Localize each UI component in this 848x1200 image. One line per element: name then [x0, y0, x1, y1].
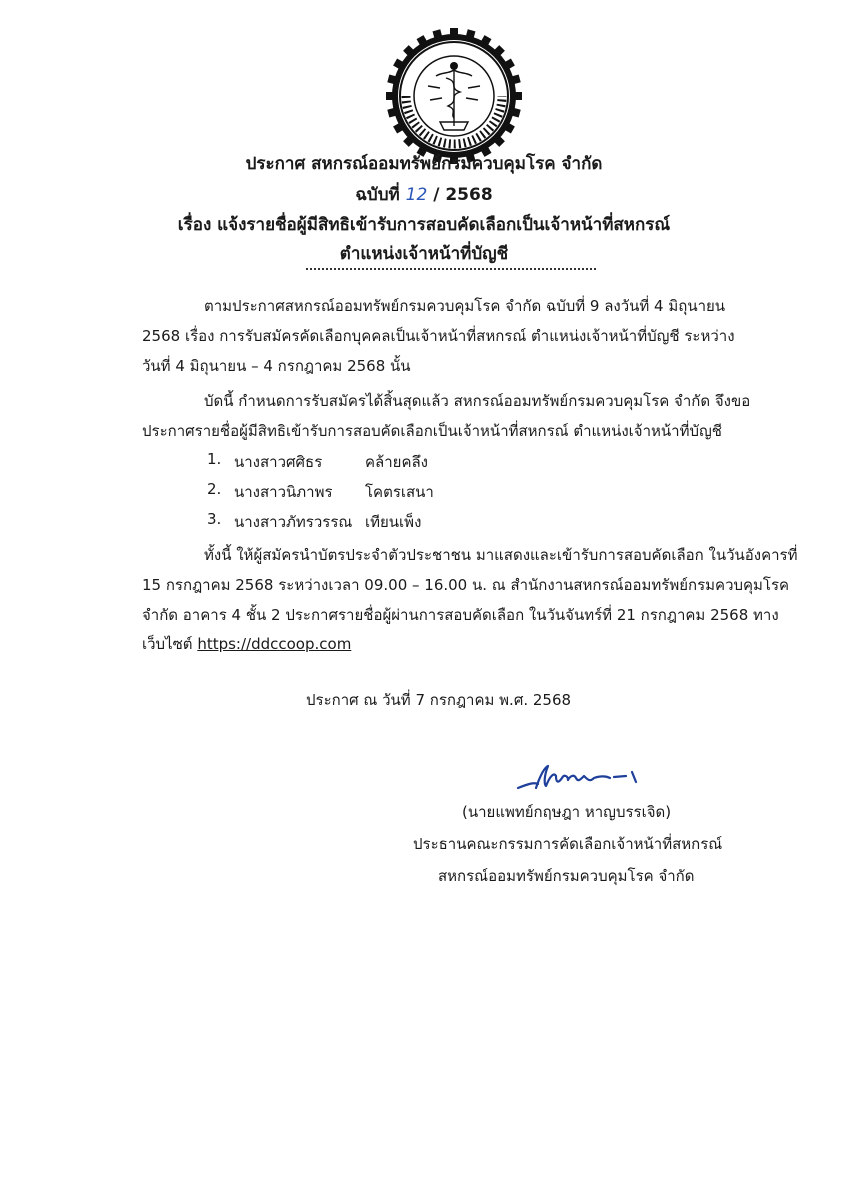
candidate-number: 2.: [207, 480, 222, 498]
website-label: เว็บไซต์: [142, 635, 193, 653]
signatory-name: (นายแพทย์กฤษฎา หาญบรรเจิด): [462, 803, 672, 821]
issue-number: 12: [405, 185, 428, 205]
paragraph-2-line-2: ประกาศรายชื่อผู้มีสิทธิเข้ารับการสอบคัดเลือกเป็นเจ้าหน้าที่สหกรณ์ ตำแหน่งเจ้าหน้าที่บัญชี: [142, 422, 722, 440]
candidate-last-name: เทียนเพ็ง: [365, 513, 422, 531]
handwritten-signature: [514, 758, 654, 800]
paragraph-3-line-1: ทั้งนี้ ให้ผู้สมัครนำบัตรประจำตัวประชาชน มาแสดงและเข้ารับการสอบคัดเลือก ในวันอังคารที่: [204, 546, 798, 564]
position-line: ตำแหน่งเจ้าหน้าที่บัญชี: [339, 244, 509, 264]
candidate-number: 3.: [207, 510, 222, 528]
paragraph-1-line-3: วันที่ 4 มิถุนายน – 4 กรกฎาคม 2568 นั้น: [142, 357, 411, 375]
signatory-title: ประธานคณะกรรมการคัดเลือกเจ้าหน้าที่สหกรณ์: [413, 835, 723, 853]
paragraph-3-line-3: จำกัด อาคาร 4 ชั้น 2 ประกาศรายชื่อผู้ผ่านการสอบคัดเลือก ในวันจันทร์ที่ 21 กรกฎาคม 2568 ทาง: [142, 606, 779, 624]
paragraph-2-line-1: บัดนี้ กำหนดการรับสมัครได้สิ้นสุดแล้ว สหกรณ์ออมทรัพย์กรมควบคุมโรค จำกัด จึงขอ: [204, 392, 751, 410]
subject-line: เรื่อง แจ้งรายชื่อผู้มีสิทธิเข้ารับการสอบคัดเลือกเป็นเจ้าหน้าที่สหกรณ์: [177, 215, 671, 235]
dotted-divider: [306, 268, 596, 270]
cooperative-seal-logo: [384, 26, 524, 166]
paragraph-1-line-2: 2568 เรื่อง การรับสมัครคัดเลือกบุคคลเป็นเจ้าหน้าที่สหกรณ์ ตำแหน่งเจ้าหน้าที่บัญชี ระหว่าง: [142, 327, 735, 345]
issue-prefix: ฉบับที่: [355, 185, 400, 205]
candidate-last-name: โคตรเสนา: [365, 483, 434, 501]
paragraph-3-line-4: [142, 632, 351, 656]
website-link[interactable]: https://ddccoop.com: [197, 635, 352, 653]
issue-year: / 2568: [433, 185, 493, 205]
candidate-number: 1.: [207, 450, 222, 468]
paragraph-1-line-1: ตามประกาศสหกรณ์ออมทรัพย์กรมควบคุมโรค จำกัด ฉบับที่ 9 ลงวันที่ 4 มิถุนายน: [204, 297, 726, 315]
candidate-first-name: นางสาวภัทรวรรณ: [234, 513, 353, 531]
candidate-first-name: นางสาวนิภาพร: [234, 483, 333, 501]
issue-number-line: [0, 181, 848, 208]
paragraph-3-line-2: 15 กรกฎาคม 2568 ระหว่างเวลา 09.00 – 16.00 น. ณ สำนักงานสหกรณ์ออมทรัพย์กรมควบคุมโรค: [142, 576, 790, 594]
candidate-first-name: นางสาวศศิธร: [234, 453, 323, 471]
candidate-last-name: คล้ายคลึง: [365, 453, 428, 471]
announce-date: ประกาศ ณ วันที่ 7 กรกฎาคม พ.ศ. 2568: [306, 691, 572, 709]
signatory-organization: สหกรณ์ออมทรัพย์กรมควบคุมโรค จำกัด: [438, 867, 695, 885]
announcement-title: ประกาศ สหกรณ์ออมทรัพย์กรมควบคุมโรค จำกัด: [245, 154, 603, 174]
